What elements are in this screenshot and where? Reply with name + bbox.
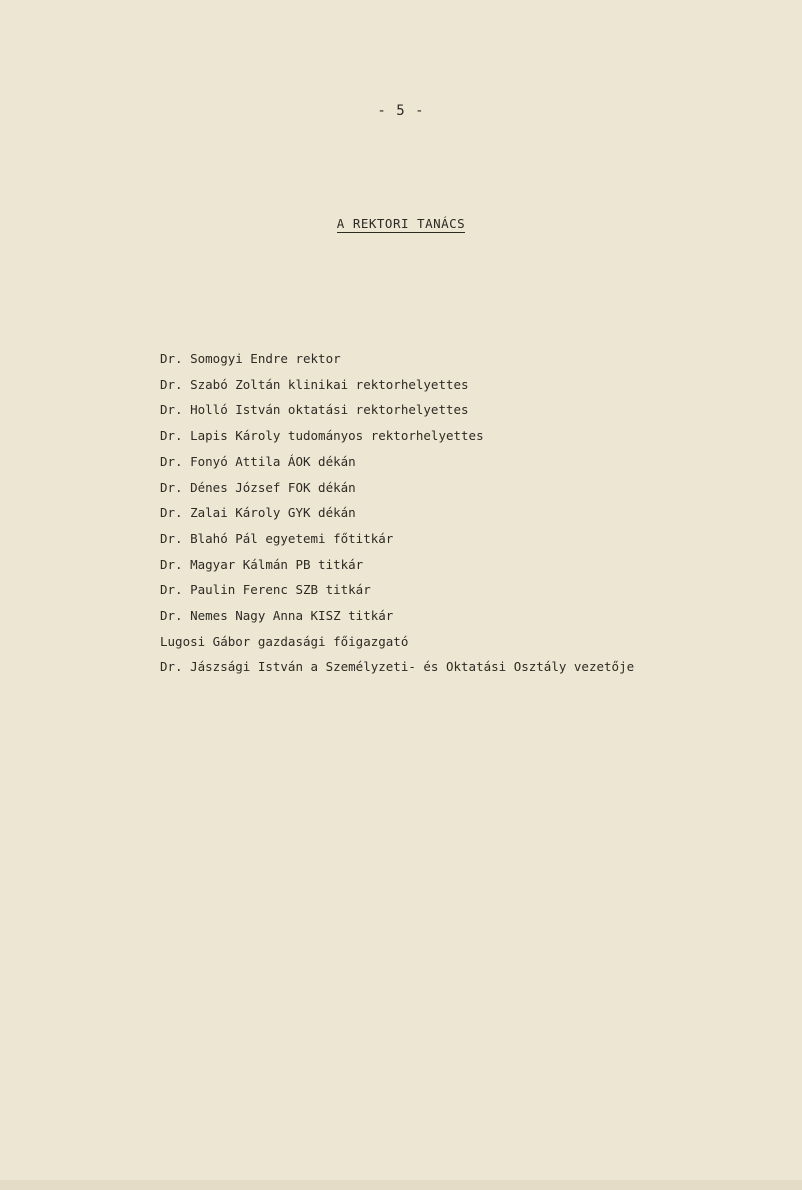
list-item: Lugosi Gábor gazdasági főigazgató — [160, 633, 409, 649]
list-item: Dr. Blahó Pál egyetemi főtitkár — [160, 530, 394, 546]
page-number: - 5 - — [377, 103, 425, 119]
member-list — [160, 346, 634, 680]
list-item: Dr. Holló István oktatási rektorhelyettes — [160, 402, 469, 418]
list-item: Dr. Paulin Ferenc SZB titkár — [160, 582, 371, 598]
list-item: Dr. Jászsági István a Személyzeti- és Oktatási Osztály vezetője — [160, 659, 635, 675]
list-item: Dr. Somogyi Endre rektor — [160, 351, 341, 366]
list-item: Dr. Zalai Károly GYK dékán — [160, 505, 356, 521]
list-item: Dr. Magyar Kálmán PB titkár — [160, 556, 364, 572]
title-text: A REKTORI TANÁCS — [336, 216, 466, 231]
list-item: Dr. Szabó Zoltán klinikai rektorhelyettes — [160, 376, 469, 392]
list-item: Dr. Fonyó Attila ÁOK dékán — [160, 453, 356, 469]
list-item: Dr. Nemes Nagy Anna KISZ titkár — [160, 608, 394, 624]
list-item: Dr. Lapis Károly tudományos rektorhelyettes — [160, 428, 484, 444]
page-title — [0, 216, 802, 231]
list-item: Dr. Dénes József FOK dékán — [160, 479, 356, 495]
page-bottom-edge — [0, 1180, 802, 1190]
